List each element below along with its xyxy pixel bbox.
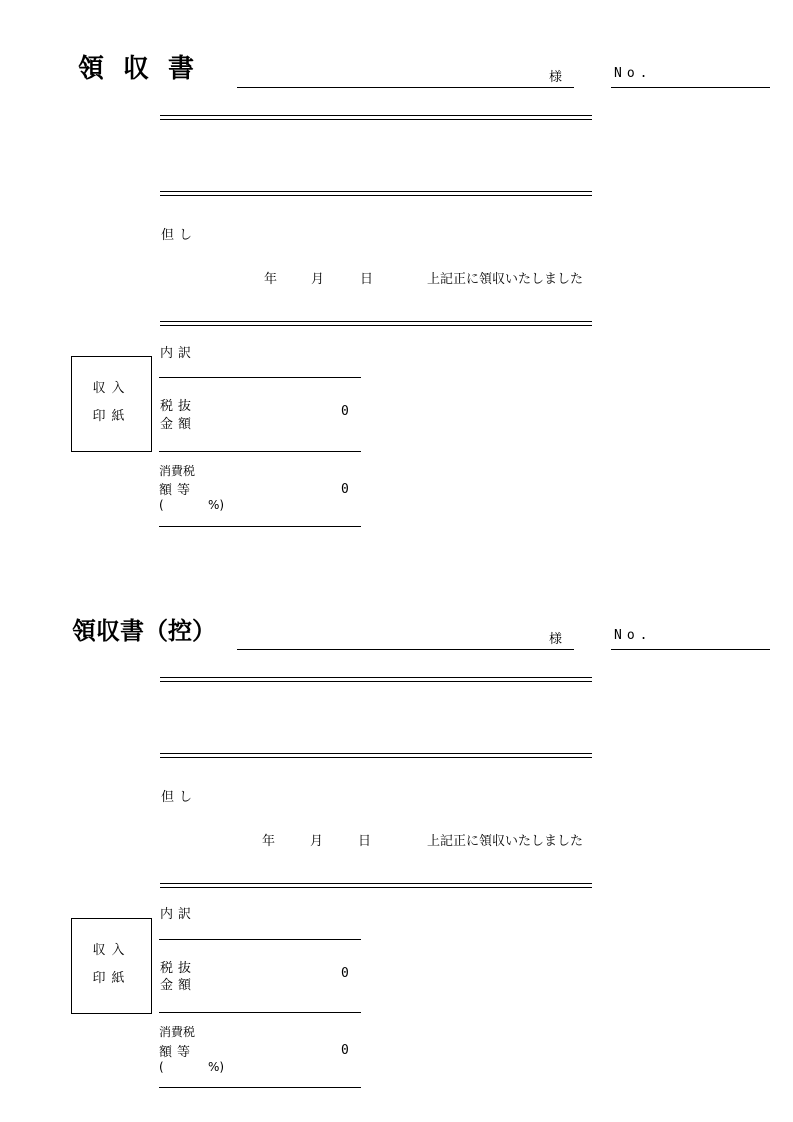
excl-tax-rule	[159, 1012, 361, 1013]
excl-tax-label-2: 金額	[160, 417, 197, 432]
stamp-label-line2: 印紙	[92, 971, 131, 986]
stamp-label-line1: 収入	[92, 381, 131, 396]
tax-rate-open: (	[159, 498, 164, 512]
receipt-number-label: No.	[614, 66, 653, 81]
stamp-label-line2: 印紙	[92, 409, 131, 424]
recipient-name-line[interactable]	[237, 649, 574, 650]
amount-top-rule	[160, 115, 592, 120]
breakdown-label: 内訳	[160, 907, 197, 922]
receipt-number-label: No.	[614, 628, 653, 643]
tax-label-1: 消費税	[159, 1025, 196, 1039]
tax-rate-open: (	[159, 1060, 164, 1074]
tax-amount: 0	[341, 1043, 349, 1058]
date-year-label: 年	[264, 272, 278, 287]
tax-rule	[159, 1087, 361, 1088]
amount-bottom-rule	[160, 191, 592, 196]
receipt-number-line[interactable]	[611, 87, 770, 88]
receipt-confirmation-text: 上記正に領収いたしました	[427, 272, 584, 287]
receipt-number-line[interactable]	[611, 649, 770, 650]
tax-rate-close: %)	[208, 1060, 225, 1074]
tax-label-2: 額等	[159, 1045, 196, 1060]
honorific-label: 様	[549, 632, 563, 647]
excl-tax-amount: 0	[341, 404, 349, 419]
revenue-stamp-box	[71, 918, 152, 1014]
proviso-label: 但し	[161, 228, 198, 243]
tax-rule	[159, 526, 361, 527]
excl-tax-rule	[159, 451, 361, 452]
breakdown-label: 内訳	[160, 346, 197, 361]
date-day-label: 日	[360, 272, 374, 287]
receipt-copy	[0, 561, 793, 1122]
honorific-label: 様	[549, 70, 563, 85]
breakdown-top-rule	[160, 321, 592, 326]
date-day-label: 日	[358, 834, 372, 849]
breakdown-rule	[159, 939, 361, 940]
stamp-label-line1: 収入	[92, 943, 131, 958]
tax-rate-close: %)	[208, 498, 225, 512]
excl-tax-amount: 0	[341, 966, 349, 981]
recipient-name-line[interactable]	[237, 87, 574, 88]
date-year-label: 年	[262, 834, 276, 849]
amount-top-rule	[160, 677, 592, 682]
breakdown-top-rule	[160, 883, 592, 888]
revenue-stamp-box	[71, 356, 152, 452]
tax-amount: 0	[341, 482, 349, 497]
receipt-title: 領収書	[78, 54, 214, 84]
date-month-label: 月	[310, 834, 324, 849]
excl-tax-label-1: 税抜	[160, 399, 197, 414]
breakdown-rule	[159, 377, 361, 378]
tax-label-1: 消費税	[159, 464, 196, 478]
tax-label-2: 額等	[159, 483, 196, 498]
proviso-label: 但し	[161, 790, 198, 805]
amount-bottom-rule	[160, 753, 592, 758]
receipt-title: 領収書（控）	[72, 617, 216, 645]
date-month-label: 月	[311, 272, 325, 287]
excl-tax-label-2: 金額	[160, 978, 197, 993]
receipt-confirmation-text: 上記正に領収いたしました	[427, 834, 584, 849]
excl-tax-label-1: 税抜	[160, 961, 197, 976]
